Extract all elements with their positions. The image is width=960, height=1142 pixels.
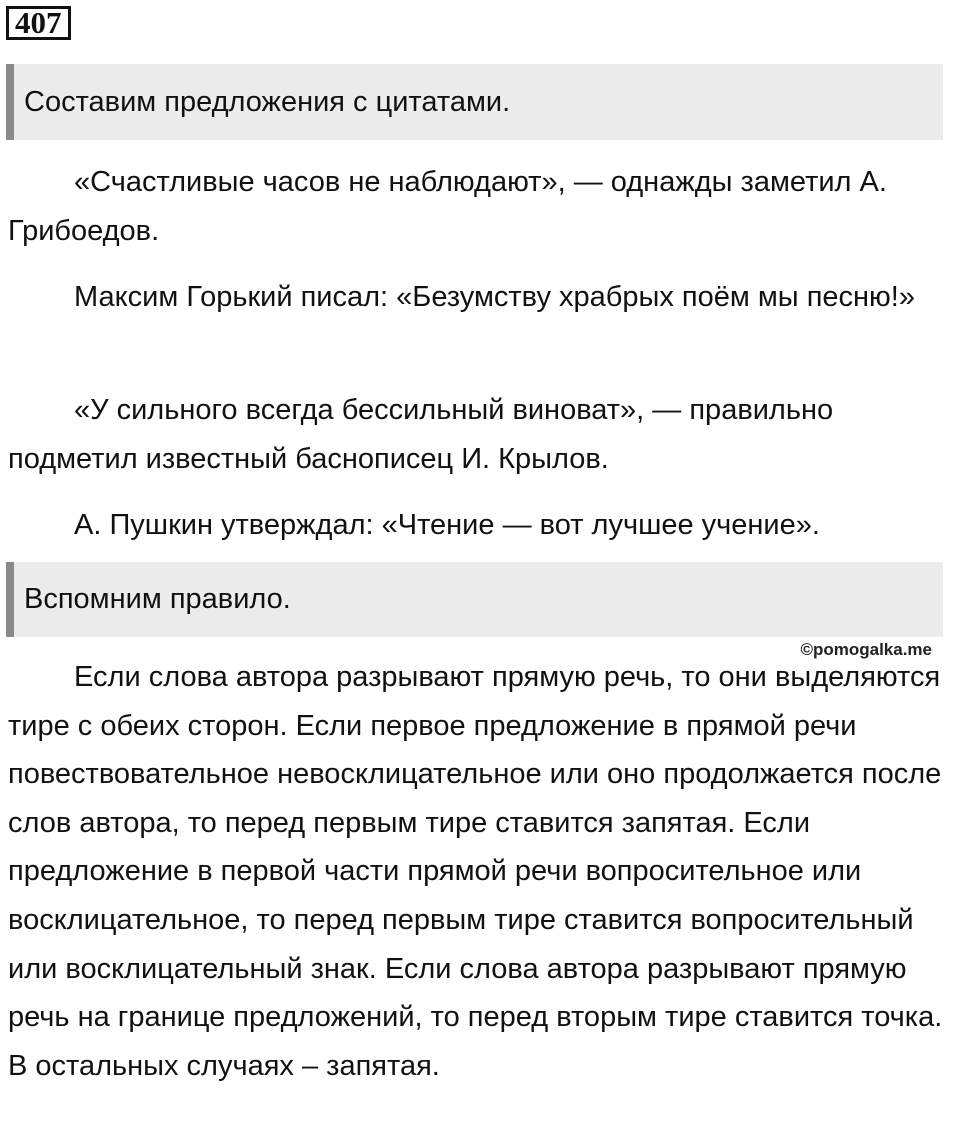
quote-sentence: «У сильного всегда бессильный виноват», — правильно подметил известный баснописец И. Крылов.	[8, 394, 834, 475]
quote-sentence: А. Пушкин утверждал: «Чтение — вот лучшее учение».	[74, 509, 820, 541]
section-heading-text: Вспомним правило.	[24, 583, 291, 615]
quote-sentence: Максим Горький писал: «Безумству храбрых поём мы песню!»	[74, 281, 915, 313]
section-heading-rule	[6, 562, 943, 637]
section-heading-text: Составим предложения с цитатами.	[24, 85, 511, 118]
rule-paragraph: Если слова автора разрывают прямую речь, то они выделяются тире с обеих сторон. Если первое предложение в прямой речи повествовательное невосклицательное или оно продолжается после слов автора, то перед первым тире ставится запятая. Если предложение в первой части прямой речи вопросительное или восклицательное, то перед первым тире ставится вопросительный или восклицательный знак. Если слова автора разрывают прямую речь на границе предложений, то перед вторым тире ставится точка. В остальных случаях – запятая.	[8, 661, 943, 1082]
quote-sentence: «Счастливые часов не наблюдают», — однажды заметил А. Грибоедов.	[8, 166, 887, 247]
watermark: ©pomogalka.me	[800, 640, 932, 659]
section-heading-quotes	[6, 64, 943, 140]
task-number: 407	[15, 5, 62, 40]
task-number-box	[6, 6, 71, 40]
